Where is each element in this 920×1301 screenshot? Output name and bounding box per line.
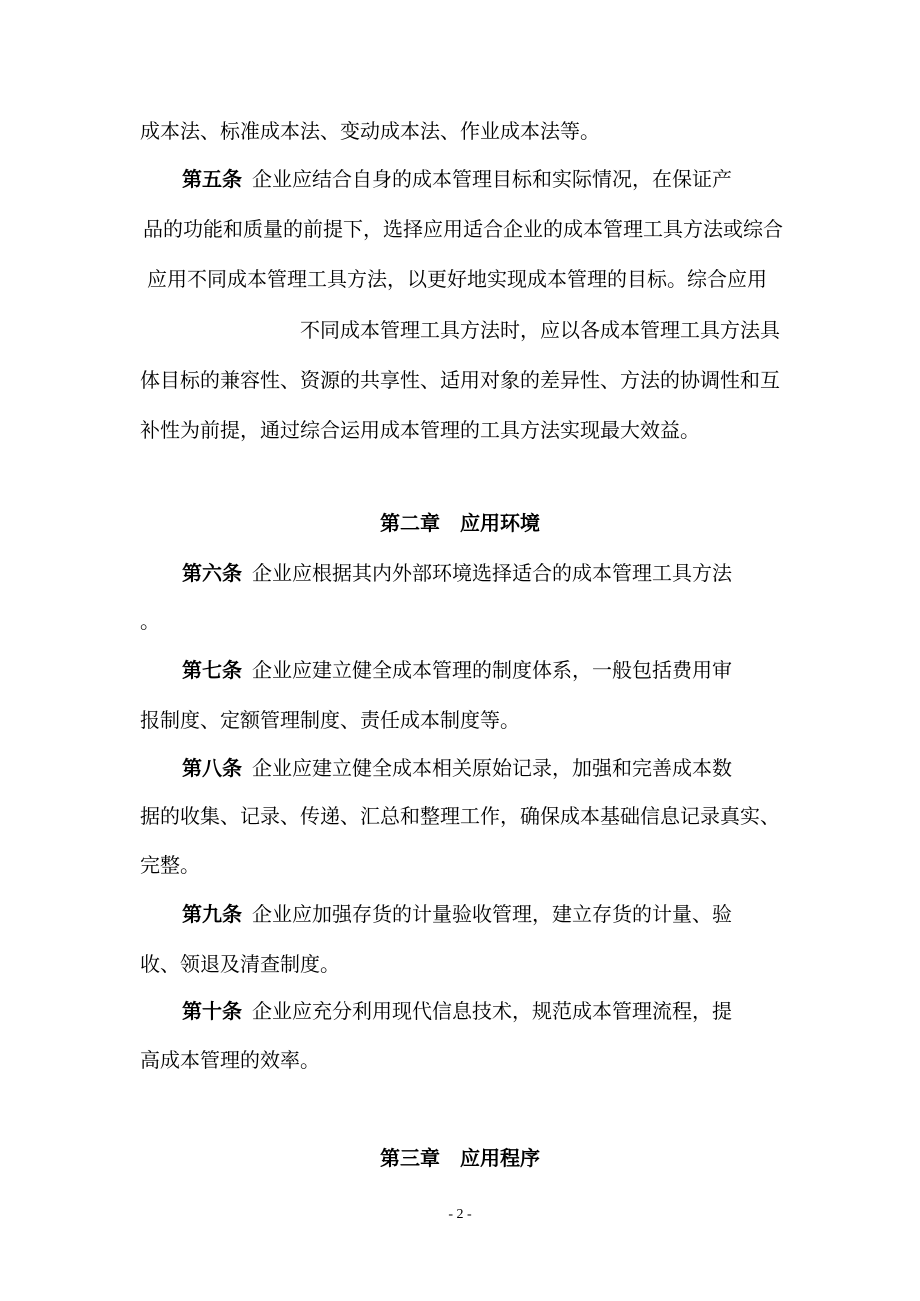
article-9-line-1 [182,901,732,927]
article-5-line-3: 应用不同成本管理工具方法，以更好地实现成本管理的目标。综合应用 [147,267,767,291]
article-5-line-4: 不同成本管理工具方法时，应以各成本管理工具方法具 [300,318,780,342]
article-9-line-2: 收、领退及清查制度。 [140,952,340,976]
article-6-line-1 [182,560,732,586]
chapter-3-heading: 第三章 应用程序 [380,1146,540,1170]
article-5-line-6: 补性为前提，通过综合运用成本管理的工具方法实现最大效益。 [140,418,700,442]
article-10-line-2: 高成本管理的效率。 [140,1048,320,1072]
article-10-text: 企业应充分利用现代信息技术，规范成本管理流程，提 [252,999,732,1023]
article-8-line-1 [182,755,732,781]
article-5-line-5: 体目标的兼容性、资源的共享性、适用对象的差异性、方法的协调性和互 [140,368,780,392]
paragraph-line: 成本法、标准成本法、变动成本法、作业成本法等。 [140,119,600,143]
article-7-line-2: 报制度、定额管理制度、责任成本制度等。 [140,708,520,732]
article-7-text: 企业应建立健全成本管理的制度体系，一般包括费用审 [252,658,732,682]
article-5-text: 企业应结合自身的成本管理目标和实际情况，在保证产 [252,167,732,191]
article-10-line-1 [182,998,732,1024]
article-8-line-2: 据的收集、记录、传递、汇总和整理工作，确保成本基础信息记录真实、 [140,804,780,828]
article-8-text: 企业应建立健全成本相关原始记录，加强和完善成本数 [252,756,732,780]
article-5-line-2: 品的功能和质量的前提下，选择应用适合企业的成本管理工具方法或综合 [143,217,783,241]
article-9-title: 第九条 [182,902,242,926]
chapter-2-heading: 第二章 应用环境 [380,511,540,535]
article-6-line-2: 。 [140,609,160,633]
article-5-title: 第五条 [182,167,242,191]
article-6-title: 第六条 [182,561,242,585]
page-number: - 2 - [448,1207,472,1222]
article-5-line-1 [182,166,732,192]
article-6-text: 企业应根据其内外部环境选择适合的成本管理工具方法 [252,561,732,585]
article-8-title: 第八条 [182,756,242,780]
article-7-title: 第七条 [182,658,242,682]
article-8-line-3: 完整。 [140,853,200,877]
article-9-text: 企业应加强存货的计量验收管理，建立存货的计量、验 [252,902,732,926]
article-10-title: 第十条 [182,999,242,1023]
article-7-line-1 [182,657,732,683]
